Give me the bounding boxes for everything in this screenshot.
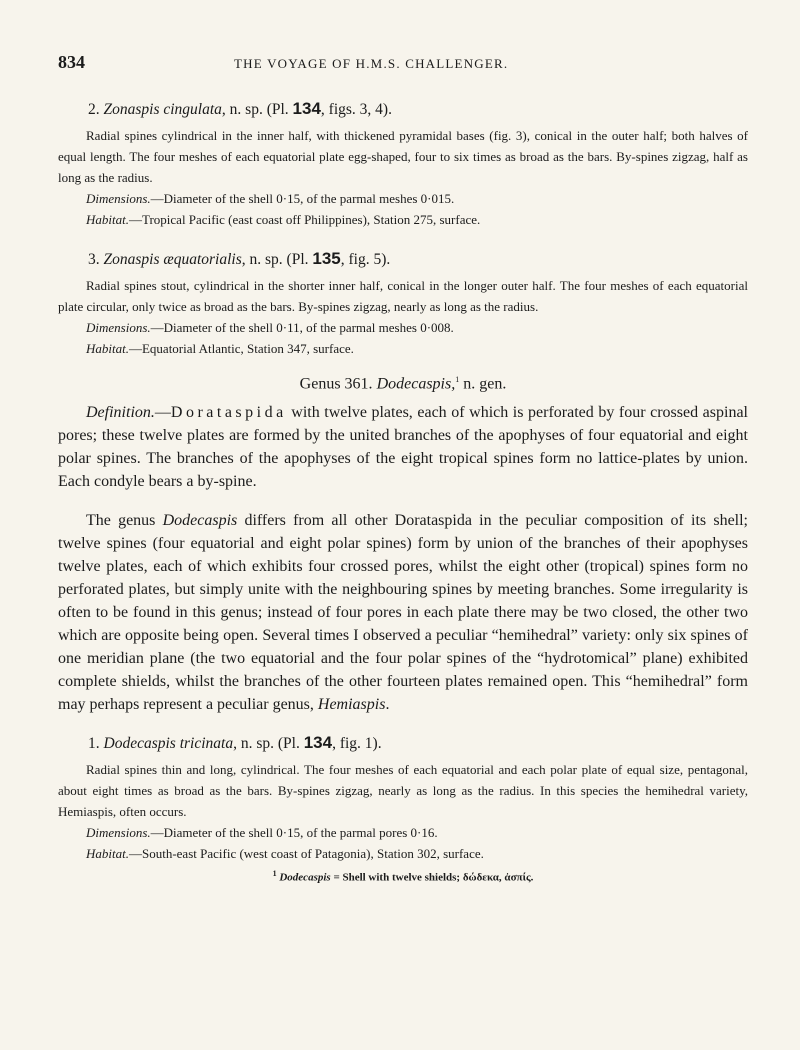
figure-ref: , figs. 3, 4). [320, 101, 392, 118]
species-number: 2. [88, 101, 100, 118]
species-entry [58, 732, 748, 864]
species-status: , n. sp. (Pl. [233, 735, 300, 753]
species-heading [58, 248, 748, 271]
genus-heading [58, 375, 748, 393]
habitat-text: —South-east Pacific (west coast of Patagonia), Station 302, surface. [128, 846, 484, 862]
habitat-line [58, 338, 748, 359]
dimensions-text: —Diameter of the shell 0·15, of the parmal meshes 0·015. [150, 191, 455, 206]
species-description: Radial spines stout, cylindrical in the shorter inner half, conical in the longer outer half. The four meshes of each equatorial plate circular, only twice as broad as the bars. By-spines zigzag, nearly as long as the radius. [58, 278, 748, 314]
habitat-line [58, 209, 748, 230]
page-number: 834 [58, 52, 85, 72]
dimensions-line [58, 188, 748, 209]
footnote-mark: 1 [455, 375, 460, 384]
page [58, 52, 748, 895]
dimensions-text: —Diameter of the shell 0·15, of the parmal pores 0·16. [150, 825, 438, 841]
species-number: 3. [88, 251, 100, 268]
page-header [58, 52, 748, 78]
dimensions-label: Dimensions. [86, 191, 151, 206]
discussion-paragraph [58, 509, 748, 716]
species-name: Dodecaspis tricinata [103, 735, 234, 753]
discussion-genus: Dodecaspis [162, 512, 238, 530]
definition-term: Dorataspida [170, 404, 287, 422]
habitat-text: —Tropical Pacific (east coast off Philippines), Station 275, surface. [128, 212, 481, 227]
species-entry [58, 98, 748, 230]
definition-dash: — [154, 404, 171, 422]
habitat-label: Habitat. [86, 341, 129, 356]
footnote-number: 1 [272, 869, 277, 879]
species-description: Radial spines thin and long, cylindrical. The four meshes of each equatorial and each polar plate of equal size, pentagonal, about eight times as broad as the bars. By-spines zigzag, nearly as long as the radius. In this species the hemihedral variety, Hemiaspis, often occurs. [58, 762, 748, 820]
genus-suffix: n. gen. [463, 375, 507, 393]
footnote-genus: Dodecaspis [279, 871, 331, 884]
running-title: THE VOYAGE OF H.M.S. CHALLENGER. [234, 56, 509, 71]
species-name: Zonaspis æquatorialis [103, 251, 242, 268]
plate-number: 134 [292, 99, 321, 118]
species-status: , n. sp. (Pl. [221, 101, 289, 118]
dimensions-text: —Diameter of the shell 0·11, of the parmal meshes 0·008. [150, 320, 454, 335]
plate-number: 135 [312, 249, 341, 268]
discussion-end-name: Hemiaspis [317, 696, 386, 714]
figure-ref: , fig. 1). [332, 735, 382, 753]
discussion-end: . [385, 696, 390, 714]
species-number: 1. [88, 735, 100, 753]
genus-name: Dodecaspis, [376, 375, 456, 393]
footnote-text: = Shell with twelve shields; δώδεκα, ἀσπίς. [330, 871, 534, 884]
species-entry [58, 248, 748, 359]
definition-text: with twelve plates, each of which is perforated by four crossed aspinal pores; these twelve plates are formed by the united branches of the apophyses of four equatorial and eight polar spines. The branches of the apophyses of the eight tropical spines form no lattice-plates by union. Each condyle bears a by-spine. [58, 404, 748, 491]
definition-label: Definition. [86, 404, 155, 422]
plate-number: 134 [303, 733, 333, 753]
figure-ref: , fig. 5). [340, 251, 391, 268]
dimensions-label: Dimensions. [86, 825, 151, 841]
definition-paragraph [58, 401, 748, 493]
habitat-label: Habitat. [86, 212, 129, 227]
genus-prefix: Genus 361. [299, 375, 373, 393]
habitat-line [58, 843, 748, 864]
species-heading [58, 732, 748, 755]
species-heading [58, 98, 748, 121]
dimensions-line [58, 822, 748, 843]
species-name: Zonaspis cingulata [103, 101, 222, 118]
dimensions-label: Dimensions. [86, 320, 151, 335]
habitat-text: —Equatorial Atlantic, Station 347, surface. [128, 341, 354, 356]
discussion-body: differs from all other Dorataspida in the peculiar composition of its shell; twelve spines (four equatorial and eight polar spines) form by union of the branches of their apophyses twelve plates, each of which exhibits four crossed pores, whilst the eight other (tropical) spines form no perforated plates, but simply unite with the neighbouring spines by meeting branches. Some irregularity is often to be found in this genus; instead of four pores in each plate there may be two closed, the other two which are opposite being open. Several times I observed a peculiar “hemihedral” variety: only six spines of one meridian plane (the two equatorial and the four polar spines of the “hydrotomical” plane) exhibited complete shields, whilst the branches of the other fourteen plates remained open. This “hemihedral” form may perhaps represent a peculiar genus, [58, 512, 749, 714]
species-description: Radial spines cylindrical in the inner half, with thickened pyramidal bases (fig. 3), conical in the outer half; both halves of equal length. The four meshes of each equatorial plate egg-shaped, four to six times as broad as the bars. By-spines zigzag, half as long as the radius. [58, 128, 748, 185]
discussion-lead: The genus [86, 512, 163, 530]
species-status: , n. sp. (Pl. [241, 251, 309, 268]
dimensions-line [58, 317, 748, 338]
habitat-label: Habitat. [86, 846, 129, 862]
footnote [58, 869, 748, 884]
